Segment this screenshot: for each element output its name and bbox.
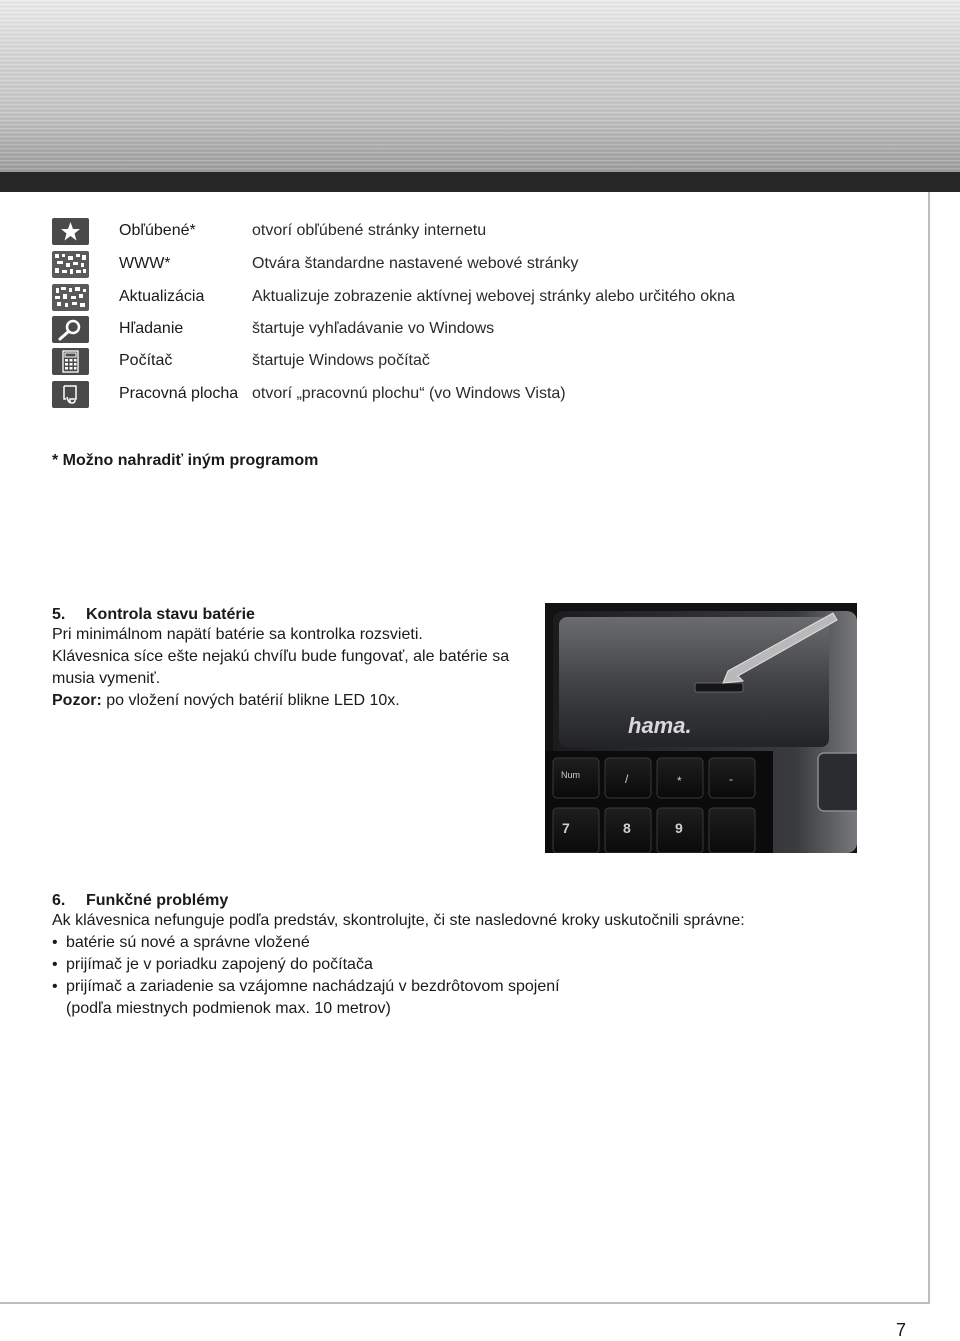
feature-name: WWW* <box>119 255 171 272</box>
bullet-text: prijímač a zariadenie sa vzájomne nachádzajú v bezdrôtovom spojení <box>66 978 560 995</box>
bullet-item <box>52 932 912 954</box>
search-icon <box>52 316 89 343</box>
key-label: * <box>677 774 682 788</box>
keyboard-photo <box>545 603 857 853</box>
key-label: 7 <box>562 820 570 836</box>
header-banner <box>0 0 960 172</box>
feature-description: štartuje Windows počítač <box>252 352 430 369</box>
desktop-icon <box>52 381 89 408</box>
section-battery-check <box>52 606 522 712</box>
bullet-item <box>52 954 912 976</box>
www-icon <box>52 251 89 278</box>
bullet-dot: • <box>52 956 58 973</box>
key-label: - <box>729 772 733 786</box>
section-title: Kontrola stavu batérie <box>86 606 255 623</box>
page-frame-bottom <box>0 1302 930 1304</box>
feature-name: Obľúbené* <box>119 222 196 239</box>
section-number: 5. <box>52 606 66 623</box>
bullet-text: (podľa miestnych podmienok max. 10 metrov) <box>66 1000 391 1017</box>
feature-description: Aktualizuje zobrazenie aktívnej webovej stránky alebo určitého okna <box>252 288 735 305</box>
key-label: 9 <box>675 820 683 836</box>
feature-description: otvorí obľúbené stránky internetu <box>252 222 487 239</box>
bullet-dot: • <box>52 978 58 995</box>
key-label: Num <box>561 770 581 780</box>
section-title: Funkčné problémy <box>86 892 229 909</box>
feature-name: Aktualizácia <box>119 288 205 305</box>
page-frame-right <box>928 192 930 1302</box>
note-label: Pozor: <box>52 692 102 709</box>
note-text: po vložení nových batérií blikne LED 10x. <box>106 692 400 709</box>
feature-description: Otvára štandardne nastavené webové stránky <box>252 255 579 272</box>
paragraph: Klávesnica síce ešte nejakú chvíľu bude fungovať, ale batérie sa musia vymeniť. <box>52 648 510 687</box>
bullet-text: prijímač je v poriadku zapojený do počítača <box>66 956 373 973</box>
bullet-continuation <box>52 998 912 1020</box>
section-number: 6. <box>52 892 66 909</box>
brand-logo: hama. <box>628 713 692 738</box>
feature-name: Počítač <box>119 352 173 369</box>
header-stripe <box>0 172 960 192</box>
footnote: * Možno nahradiť iným programom <box>52 452 319 469</box>
calculator-icon <box>52 348 89 375</box>
note <box>52 690 522 712</box>
paragraph: Pri minimálnom napätí batérie sa kontrolka rozsvieti. <box>52 626 423 643</box>
section-heading <box>52 606 522 624</box>
feature-description: otvorí „pracovnú plochu“ (vo Windows Vista) <box>252 385 566 402</box>
star-icon <box>52 218 89 245</box>
page-number: 7 <box>896 1320 907 1340</box>
key-label: 8 <box>623 820 631 836</box>
bullet-dot: • <box>52 934 58 951</box>
bullet-text: batérie sú nové a správne vložené <box>66 934 310 951</box>
feature-name: Pracovná plocha <box>119 385 239 402</box>
refresh-icon <box>52 284 89 311</box>
paragraph: Ak klávesnica nefunguje podľa predstáv, skontrolujte, či ste nasledovné kroky uskutočnili správne: <box>52 912 745 929</box>
key-label: / <box>625 772 629 786</box>
feature-name: Hľadanie <box>119 320 184 337</box>
feature-description: štartuje vyhľadávanie vo Windows <box>252 320 495 337</box>
section-troubleshooting <box>52 892 912 1020</box>
bullet-item <box>52 976 912 998</box>
section-heading <box>52 892 912 910</box>
